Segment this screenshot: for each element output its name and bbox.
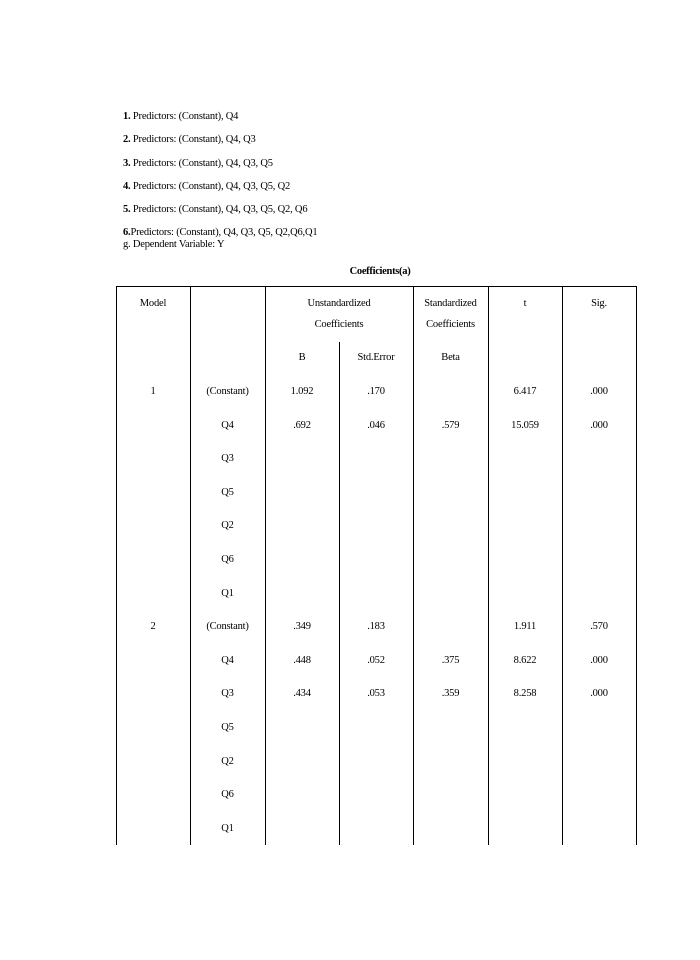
cell-variable: Q5 [221,486,234,498]
cell-std-error: .053 [367,688,385,700]
column-divider [265,287,266,845]
cell-std-error: .170 [367,386,385,397]
cell-variable: Q6 [221,554,234,565]
note-text: Predictors: (Constant), Q4, Q3, Q5, Q2 [130,180,291,192]
predictor-note-2 [123,134,317,146]
coefficients-table [116,286,637,844]
cell-beta: .579 [441,419,460,431]
cell-variable: Q3 [221,453,234,465]
cell-std-error: .183 [367,621,385,633]
cell-variable: Q6 [221,789,234,801]
cell-t: 6.417 [513,386,537,397]
cell-sig: .000 [590,654,608,666]
header-standardized: Standardized [424,298,477,309]
cell-b: .349 [293,621,311,633]
note-text: Predictors: (Constant), Q4 [130,111,239,122]
column-divider [562,287,563,845]
note-number: 5. [123,204,131,216]
cell-beta: .359 [441,688,460,700]
note-number: 4. [123,180,131,192]
note-number: 1. [123,111,131,122]
cell-t: 8.258 [513,688,537,700]
cell-std-error: .052 [367,654,385,666]
cell-variable: Q1 [221,587,234,599]
cell-variable: (Constant) [206,621,249,633]
cell-model: 2 [150,621,156,633]
cell-sig: .000 [590,386,608,397]
cell-sig: .000 [590,688,608,700]
predictor-note-3 [123,158,317,170]
note-number: 6. [123,227,131,239]
table-title: Coefficients(a) [349,266,411,277]
note-number: 2. [123,134,131,146]
dependent-variable-note: g. Dependent Variable: Y [123,239,225,251]
predictor-notes [123,111,317,251]
cell-b: .692 [293,419,311,431]
cell-b: .448 [293,654,311,666]
cell-t: 8.622 [513,654,537,666]
cell-variable: Q5 [221,722,234,733]
predictor-note-1 [123,111,317,123]
note-text: Predictors: (Constant), Q4, Q3, Q5, Q2,Q6,Q1 [130,227,318,239]
header-beta: Beta [441,352,460,363]
header-t: t [523,298,527,309]
predictor-note-4 [123,181,317,193]
column-divider [413,287,414,845]
cell-b: .434 [293,688,311,700]
predictor-note-5 [123,204,317,216]
cell-variable: Q3 [221,688,234,700]
cell-beta: .375 [441,654,460,666]
cell-variable: Q4 [221,654,234,666]
note-text: Predictors: (Constant), Q4, Q3, Q5, Q2, Q6 [130,204,308,216]
header-b: B [298,352,306,363]
note-text: Predictors: (Constant), Q4, Q3 [130,134,256,146]
cell-b: 1.092 [290,386,314,397]
cell-t: 15.059 [511,419,539,431]
note-text: Predictors: (Constant), Q4, Q3, Q5 [130,157,273,169]
cell-t: 1.911 [513,621,537,633]
cell-variable: Q4 [221,419,234,431]
predictor-note-6 [123,227,317,239]
cell-variable: Q2 [221,755,234,767]
note-number: 3. [123,157,131,169]
table-border-left [116,287,117,845]
cell-std-error: .046 [367,419,385,431]
cell-variable: Q2 [221,520,234,532]
cell-variable: (Constant) [206,386,249,397]
table-border-right [636,287,637,845]
header-sig: Sig. [591,298,607,309]
cell-sig: .000 [590,419,608,431]
header-unstandardized: Unstandardized [307,298,371,309]
header-std-error: Std.Error [357,352,395,363]
cell-variable: Q1 [221,822,234,834]
header-standardized-coefficients: Coefficients [426,319,475,330]
header-unstandardized-coefficients: Coefficients [314,319,364,330]
column-divider [488,287,489,845]
cell-model: 1 [150,386,156,397]
header-model: Model [139,298,167,309]
cell-sig: .570 [590,621,608,633]
